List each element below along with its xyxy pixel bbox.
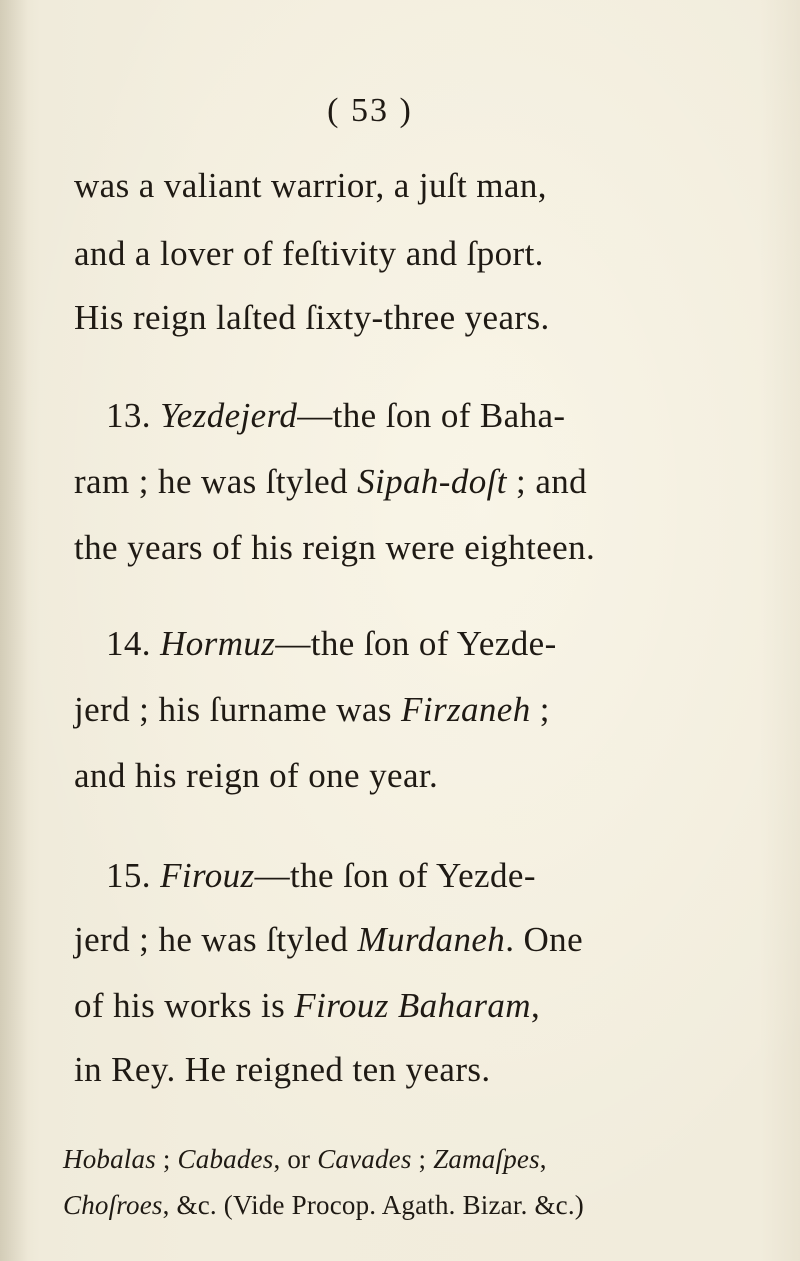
entry-number: 13. — [106, 396, 151, 435]
text-line: His reign laſted ſixty-three years. — [74, 298, 550, 337]
king-name: Yezdejerd — [160, 396, 298, 435]
page-number: ( 53 ) — [327, 92, 413, 129]
entry-text: —the ſon of Baha- — [297, 396, 566, 435]
entry-text: —the ſon of Yezde- — [254, 856, 536, 895]
epithet: Sipah-doſt — [357, 462, 507, 501]
footnote-name: Cabades — [177, 1144, 274, 1174]
footnote-text: , or — [273, 1144, 318, 1174]
entry-text: of his works is — [74, 986, 295, 1025]
footnote-name: Hobalas — [63, 1144, 156, 1174]
entry-text: jerd ; his ſurname was — [74, 690, 402, 729]
king-name: Firouz — [160, 856, 255, 895]
entry-15-line-3 — [74, 988, 540, 1023]
entry-13-line-3: the years of his reign were eighteen. — [74, 528, 596, 567]
entry-text: , — [530, 986, 541, 1025]
entry-text: ram ; he was ſtyled — [74, 462, 358, 501]
entry-number: 15. — [106, 856, 151, 895]
entry-13-line-2 — [74, 464, 587, 499]
epithet: Firzaneh — [401, 690, 531, 729]
entry-text: —the ſon of Yezde- — [275, 624, 557, 663]
footnote-text: ; — [411, 1144, 434, 1174]
spine-shadow — [0, 0, 28, 1261]
footnote-name: Choſroes — [63, 1190, 163, 1220]
entry-14-line-2 — [74, 692, 550, 727]
entry-number: 14. — [106, 624, 151, 663]
footnote-line-2 — [63, 1192, 584, 1219]
footnote-line-1 — [63, 1146, 547, 1173]
footnote-name: Cavades — [317, 1144, 412, 1174]
entry-15-line-4: in Rey. He reigned ten years. — [74, 1050, 491, 1089]
epithet: Murdaneh — [357, 920, 506, 959]
king-name: Hormuz — [160, 624, 276, 663]
entry-15-line-2 — [74, 922, 583, 957]
entry-13-line-1 — [106, 398, 566, 433]
entry-14-line-3: and his reign of one year. — [74, 756, 439, 795]
entry-text: jerd ; he was ſtyled — [74, 920, 358, 959]
entry-text: ; — [530, 690, 550, 729]
entry-text: ; and — [506, 462, 588, 501]
work-title: Firouz Baharam — [294, 986, 531, 1025]
footnote-text: , &c. (Vide Procop. Agath. Bizar. &c.) — [162, 1190, 584, 1220]
entry-15-line-1 — [106, 858, 536, 893]
footnote-text: ; — [155, 1144, 178, 1174]
footnote-text: , — [539, 1144, 547, 1174]
text-line: was a valiant warrior, a juſt man, — [74, 166, 547, 205]
entry-14-line-1 — [106, 626, 557, 661]
footnote-name: Zamaſpes — [433, 1144, 540, 1174]
text-line: and a lover of feſtivity and ſport. — [74, 234, 544, 273]
entry-text: . One — [505, 920, 583, 959]
